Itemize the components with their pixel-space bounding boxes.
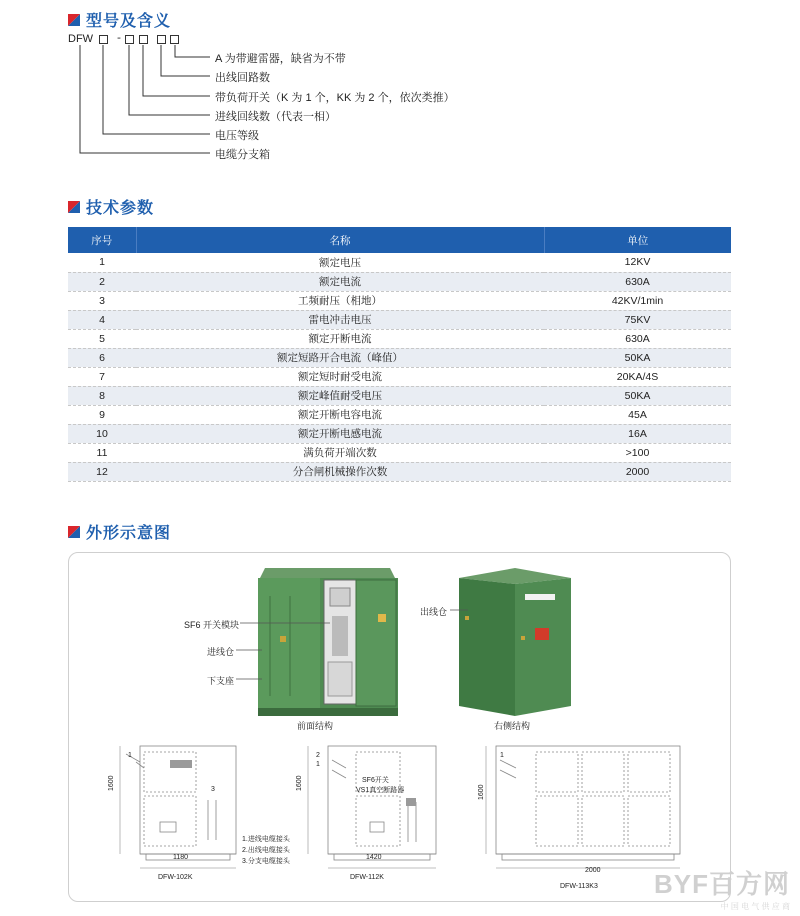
- label-outlet-compartment: 出线仓: [420, 607, 448, 617]
- legend-outlet: 2.出线电缆接头: [242, 847, 290, 854]
- cell-index: 12: [68, 462, 136, 481]
- drawing-model-label: DFW-102K: [158, 874, 193, 881]
- callout-1: 1: [316, 761, 320, 768]
- switch-label: SF6开关: [362, 777, 389, 784]
- caption-front-structure: 前面结构: [297, 721, 334, 731]
- cell-name: 分合闸机械操作次数: [136, 462, 544, 481]
- cell-unit: 16A: [544, 424, 731, 443]
- model-desc-voltage: 电压等级: [215, 130, 259, 142]
- cell-index: 9: [68, 405, 136, 424]
- col-header-index: 序号: [68, 227, 136, 253]
- cell-unit: >100: [544, 443, 731, 462]
- callout-1: 1: [128, 752, 132, 759]
- model-desc-box: 电缆分支箱: [215, 149, 270, 161]
- cell-unit: 75KV: [544, 310, 731, 329]
- cell-index: 1: [68, 253, 136, 272]
- legend-branch: 3.分支电缆接头: [242, 858, 290, 865]
- watermark-brand: BYF百方网: [653, 869, 790, 899]
- legend-inlet: 1.进线电缆接头: [242, 836, 290, 843]
- cell-index: 5: [68, 329, 136, 348]
- cell-name: 额定峰值耐受电压: [136, 386, 544, 405]
- cell-name: 工频耐压（相地）: [136, 291, 544, 310]
- section-title: 技术参数: [86, 198, 155, 217]
- model-desc-arrester: A 为带避雷器，缺省为不带: [215, 53, 346, 65]
- label-sf6-module: SF6 开关模块: [184, 620, 240, 630]
- callout-3: 3: [211, 786, 215, 793]
- cell-unit: 12KV: [544, 253, 731, 272]
- drawing-model-label: DFW-113K3: [560, 883, 598, 890]
- cell-unit: 630A: [544, 272, 731, 291]
- model-desc-inlet: 进线回线数（代表一相）: [215, 111, 336, 123]
- breaker-label: VS1真空断路器: [356, 787, 405, 794]
- cell-index: 2: [68, 272, 136, 291]
- section-title: 外形示意图: [86, 523, 172, 542]
- callout-1: 1: [500, 752, 504, 759]
- model-desc-switch: 带负荷开关（K 为 1 个，KK 为 2 个，依次类推）: [215, 92, 455, 104]
- dim-height: 1600: [108, 775, 115, 791]
- dim-width: 1180: [173, 854, 189, 861]
- cell-name: 额定电流: [136, 272, 544, 291]
- col-header-unit: 单位: [544, 227, 731, 253]
- cell-index: 10: [68, 424, 136, 443]
- cell-index: 6: [68, 348, 136, 367]
- cell-unit: 42KV/1min: [544, 291, 731, 310]
- model-dash: -: [117, 31, 121, 44]
- cell-index: 11: [68, 443, 136, 462]
- dim-width: 2000: [585, 867, 601, 874]
- cell-name: 满负荷开端次数: [136, 443, 544, 462]
- model-prefix: DFW: [68, 33, 94, 45]
- cell-unit: 50KA: [544, 386, 731, 405]
- cell-index: 7: [68, 367, 136, 386]
- col-header-name: 名称: [136, 227, 544, 253]
- watermark-sub: 中 国 电 气 供 应 商: [720, 902, 790, 911]
- cell-name: 额定开断电容电流: [136, 405, 544, 424]
- cell-unit: 45A: [544, 405, 731, 424]
- cell-name: 额定开断电感电流: [136, 424, 544, 443]
- section-title: 型号及含义: [86, 11, 172, 30]
- dim-width: 1420: [366, 854, 382, 861]
- cell-index: 8: [68, 386, 136, 405]
- label-inlet-compartment: 进线仓: [207, 647, 235, 657]
- drawing-dfw-113k3: [482, 740, 682, 882]
- caption-side-structure: 右侧结构: [494, 721, 531, 731]
- dim-height: 1600: [478, 784, 485, 800]
- cell-name: 雷电冲击电压: [136, 310, 544, 329]
- cell-unit: 20KA/4S: [544, 367, 731, 386]
- cell-name: 额定短时耐受电流: [136, 367, 544, 386]
- cell-unit: 630A: [544, 329, 731, 348]
- cell-name: 额定短路开合电流（峰值）: [136, 348, 544, 367]
- cell-name: 额定电压: [136, 253, 544, 272]
- cell-index: 4: [68, 310, 136, 329]
- cell-unit: 50KA: [544, 348, 731, 367]
- cell-name: 额定开断电流: [136, 329, 544, 348]
- model-desc-outlet: 出线回路数: [215, 72, 270, 84]
- cell-index: 3: [68, 291, 136, 310]
- cell-unit: 2000: [544, 462, 731, 481]
- dim-height: 1600: [296, 775, 303, 791]
- callout-2: 2: [316, 752, 320, 759]
- label-lower-support: 下支座: [207, 676, 235, 686]
- drawing-model-label: DFW-112K: [350, 874, 384, 881]
- watermark: [654, 864, 790, 912]
